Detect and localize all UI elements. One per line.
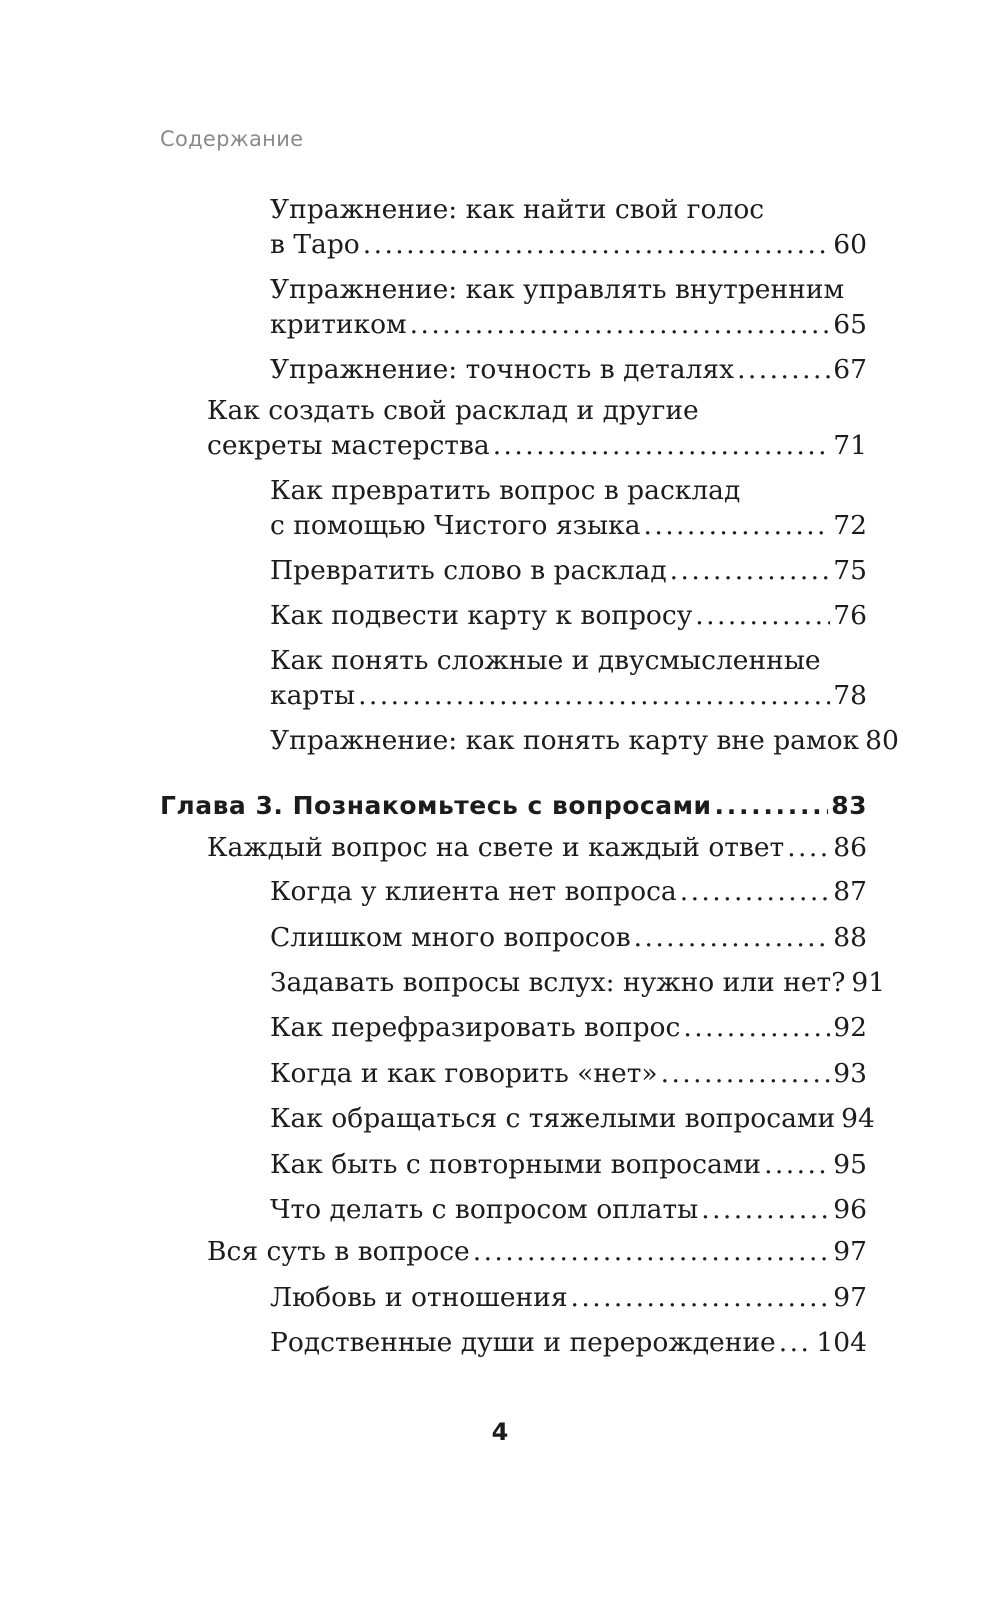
toc-entry-title: Когда у клиента нет вопроса xyxy=(270,876,677,907)
toc-entry-page: 87 xyxy=(833,876,867,907)
toc-entry-page: 95 xyxy=(833,1149,867,1180)
toc-entry-page: 67 xyxy=(833,354,867,385)
toc-entry-title: Что делать с вопросом оплаты xyxy=(270,1194,699,1225)
toc-entry-page: 83 xyxy=(831,791,867,820)
toc-entry xyxy=(270,1056,867,1091)
dot-leader xyxy=(410,307,831,342)
toc-entry xyxy=(270,1325,867,1360)
toc-entry xyxy=(270,1010,867,1045)
toc-entry xyxy=(270,965,886,1000)
toc-entry-page: 88 xyxy=(833,922,867,953)
toc-entry-title-line: Как превратить вопрос в расклад xyxy=(270,475,741,506)
toc-entry-title: Задавать вопросы вслух: нужно или нет? xyxy=(270,967,846,998)
toc-entry xyxy=(207,1234,867,1269)
toc-entry-title: Как подвести карту к вопросу xyxy=(270,600,693,631)
dot-leader xyxy=(680,874,831,909)
toc-entry-page: 60 xyxy=(833,229,867,260)
dot-leader xyxy=(715,788,829,823)
toc-entry-page: 92 xyxy=(833,1012,867,1043)
dot-leader xyxy=(493,428,831,463)
toc-entry-page: 91 xyxy=(851,967,886,998)
toc-entry xyxy=(270,874,867,909)
dot-leader xyxy=(764,1147,830,1182)
toc-entry xyxy=(207,393,867,463)
dot-leader xyxy=(358,678,830,713)
dot-leader xyxy=(695,598,830,633)
toc-entry-title: карты xyxy=(270,680,356,711)
toc-entry-title: Вся суть в вопросе xyxy=(207,1236,470,1267)
toc-entry-title: критиком xyxy=(270,309,407,340)
toc-entry xyxy=(270,352,867,387)
toc-entry-title: Глава 3. Познакомьтесь с вопросами xyxy=(160,791,712,820)
toc-entry-page: 76 xyxy=(833,600,867,631)
toc-entry-page: 97 xyxy=(833,1282,867,1313)
toc-entry-title: Каждый вопрос на свете и каждый ответ xyxy=(207,832,785,863)
toc-entry-title: Когда и как говорить «нет» xyxy=(270,1058,658,1089)
toc-entry xyxy=(270,553,867,588)
dot-leader xyxy=(634,920,831,955)
toc-entry-title: Как быть с повторными вопросами xyxy=(270,1149,762,1180)
dot-leader xyxy=(683,1010,830,1045)
toc-entry xyxy=(270,723,899,758)
toc-entry xyxy=(270,1147,867,1182)
toc-entry-page: 71 xyxy=(833,430,867,461)
toc-entry-page: 65 xyxy=(833,309,867,340)
dot-leader xyxy=(779,1325,814,1360)
toc-entry-title-line: Как понять сложные и двусмысленные xyxy=(270,645,821,676)
toc-entry xyxy=(270,598,867,633)
toc-entry xyxy=(270,643,867,713)
toc-entry-title: Слишком много вопросов xyxy=(270,922,631,953)
toc-chapter-entry xyxy=(160,788,867,823)
toc-entry-title: секреты мастерства xyxy=(207,430,490,461)
page-number: 4 xyxy=(491,1418,509,1446)
toc-entry xyxy=(270,1280,867,1315)
running-head: Содержание xyxy=(160,127,304,151)
toc-entry xyxy=(207,830,867,865)
toc-entry-title: Упражнение: точность в деталях xyxy=(270,354,735,385)
toc-entry-page: 97 xyxy=(833,1236,867,1267)
toc-entry-page: 104 xyxy=(816,1327,867,1358)
toc-entry-title: с помощью Чистого языка xyxy=(270,510,641,541)
toc-entry-title: Превратить слово в расклад xyxy=(270,555,667,586)
toc-entry xyxy=(270,473,867,543)
dot-leader xyxy=(670,553,831,588)
toc-entry-page: 96 xyxy=(833,1194,867,1225)
dot-leader xyxy=(661,1056,831,1091)
dot-leader xyxy=(701,1192,830,1227)
dot-leader xyxy=(644,508,831,543)
toc-entry-title: Упражнение: как понять карту вне рамок xyxy=(270,725,860,756)
dot-leader xyxy=(737,352,830,387)
toc-entry-page: 93 xyxy=(833,1058,867,1089)
toc-entry-page: 78 xyxy=(833,680,867,711)
toc-entry xyxy=(270,1192,867,1227)
dot-leader xyxy=(363,227,831,262)
toc-entry xyxy=(270,920,867,955)
toc-entry-page: 86 xyxy=(833,832,867,863)
toc-entry xyxy=(270,272,867,342)
dot-leader xyxy=(787,830,830,865)
toc-entry-title: Как обращаться с тяжелыми вопросами xyxy=(270,1103,836,1134)
toc-entry xyxy=(270,1101,875,1136)
toc-entry-title: в Таро xyxy=(270,229,360,260)
dot-leader xyxy=(571,1280,831,1315)
toc-entry-page: 94 xyxy=(841,1103,875,1134)
toc-entry-page: 75 xyxy=(833,555,867,586)
toc-entry xyxy=(270,192,867,262)
toc-entry-title-line: Упражнение: как управлять внутренним xyxy=(270,274,845,305)
toc-entry-title-line: Как создать свой расклад и другие xyxy=(207,395,699,426)
toc-entry-title-line: Упражнение: как найти свой голос xyxy=(270,194,765,225)
toc-entry-title: Как перефразировать вопрос xyxy=(270,1012,681,1043)
toc-entry-page: 72 xyxy=(833,510,867,541)
toc-entry-page: 80 xyxy=(865,725,899,756)
dot-leader xyxy=(473,1234,831,1269)
toc-entry-title: Любовь и отношения xyxy=(270,1282,568,1313)
toc-entry-title: Родственные души и перерождение xyxy=(270,1327,776,1358)
